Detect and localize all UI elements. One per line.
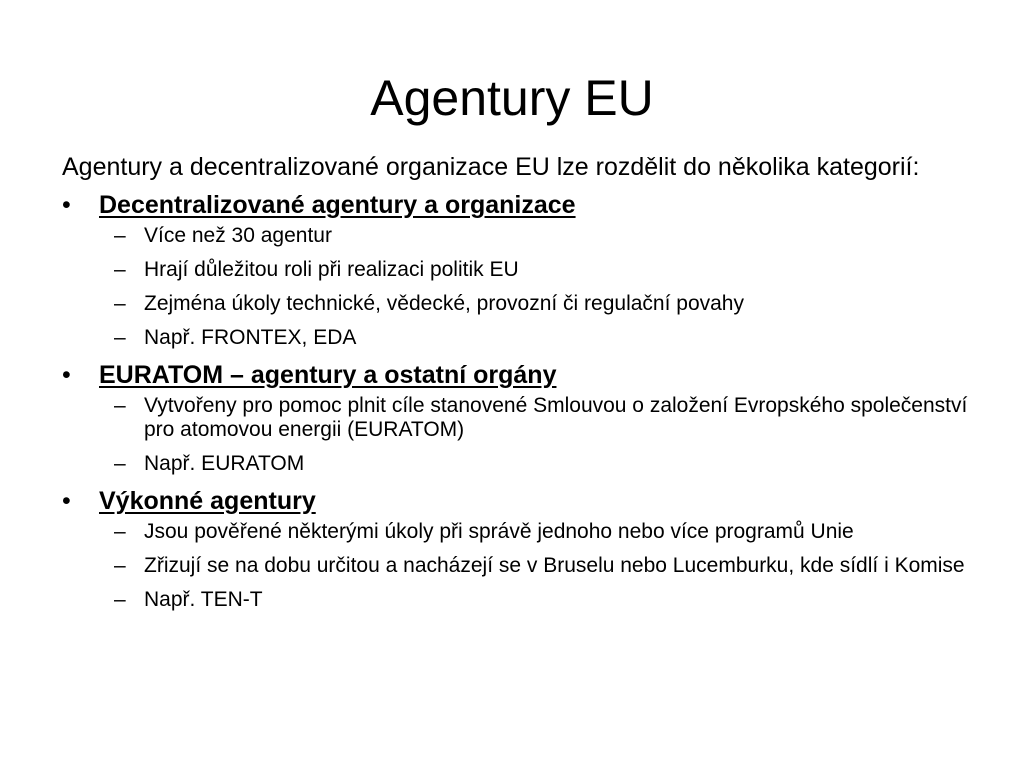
section-heading-label: EURATOM – agentury a ostatní orgány (99, 361, 557, 389)
dash-icon: – (114, 224, 126, 247)
dash-icon: – (114, 394, 126, 417)
dash-icon: – (114, 554, 126, 577)
slide-title: Agentury EU (370, 70, 654, 126)
section-heading-label: Decentralizované agentury a organizace (99, 191, 576, 219)
list-item (62, 394, 982, 442)
list-item-text: Vytvořeny pro pomoc plnit cíle stanovené Smlouvou o založení Evropského společenství pro atomovou energii (EURATOM) (144, 394, 968, 441)
list-item-text: Zřizují se na dobu určitou a nacházejí se v Bruselu nebo Lucemburku, kde sídlí i Komise (144, 554, 965, 577)
list-item (62, 452, 982, 476)
dash-icon: – (114, 292, 126, 315)
dash-icon: – (114, 588, 126, 611)
list-item (62, 326, 982, 350)
list-item-text: Např. FRONTEX, EDA (144, 326, 357, 349)
list-item-text: Např. TEN-T (144, 588, 263, 611)
list-item-text: Více než 30 agentur (144, 224, 332, 247)
bullet-icon: • (62, 191, 71, 219)
list-item-text: Zejména úkoly technické, vědecké, provozní či regulační povahy (144, 292, 744, 315)
dash-icon: – (114, 452, 126, 475)
list-item (62, 258, 982, 282)
list-item (62, 224, 982, 248)
list-item (62, 588, 982, 612)
section-heading (62, 486, 982, 516)
intro-text: Agentury a decentralizované organizace EU lze rozdělit do několika kategorií: (62, 153, 920, 181)
section-heading (62, 190, 982, 220)
list-item-text: Hrají důležitou roli při realizaci politik EU (144, 258, 519, 281)
dash-icon: – (114, 520, 126, 543)
list-item-text: Jsou pověřené některými úkoly při správě jednoho nebo více programů Unie (144, 520, 854, 543)
section-heading (62, 360, 982, 390)
dash-icon: – (114, 258, 126, 281)
list-item (62, 554, 982, 578)
list-item-text: Např. EURATOM (144, 452, 305, 475)
slide-body (62, 152, 982, 622)
section-heading-label: Výkonné agentury (99, 487, 316, 515)
list-item (62, 520, 982, 544)
bullet-icon: • (62, 361, 71, 389)
bullet-icon: • (62, 487, 71, 515)
list-item (62, 292, 982, 316)
dash-icon: – (114, 326, 126, 349)
